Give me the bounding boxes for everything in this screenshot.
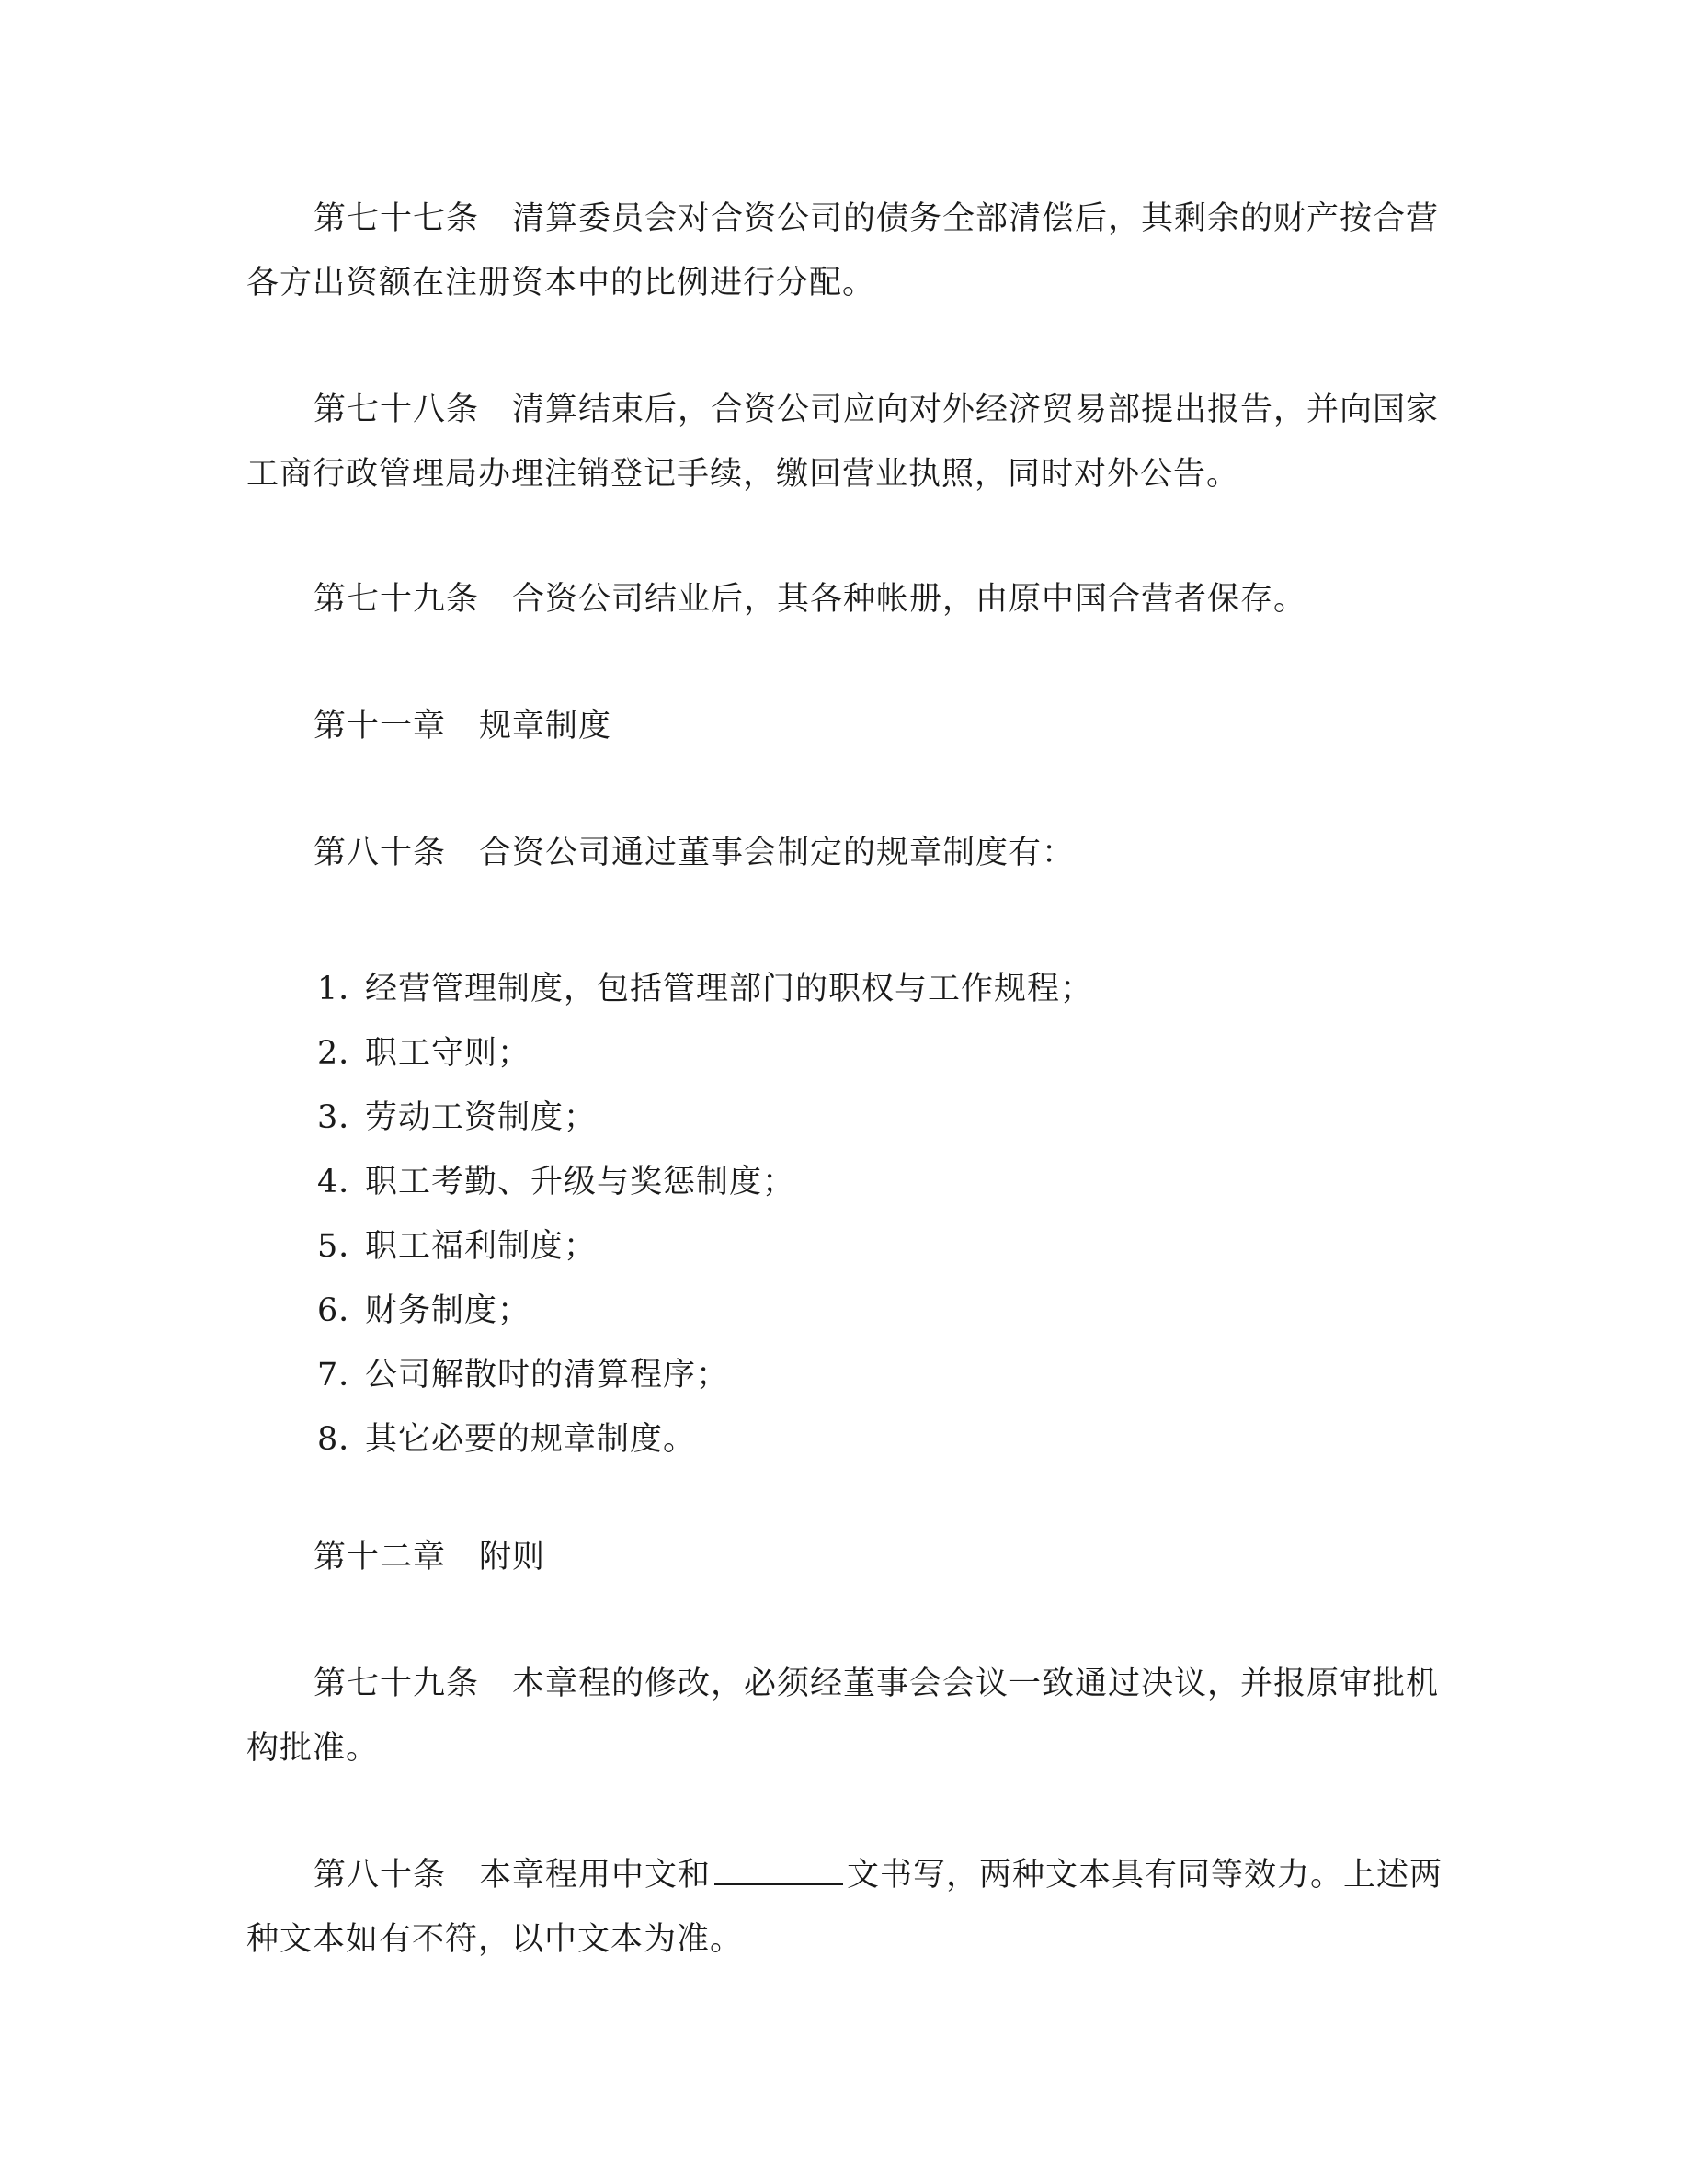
chapter-number: 第十二章: [314, 1539, 447, 1575]
chapter-title: 规章制度: [479, 708, 612, 745]
list-item: [317, 1407, 1093, 1472]
article-79-amendment: [246, 1652, 1442, 1780]
article-text: 合资公司结业后，其各种帐册，由原中国合营者保存。: [512, 581, 1307, 618]
article-heading: 第八十条: [314, 835, 447, 871]
list-text: 劳动工资制度；: [365, 1099, 598, 1136]
list-text: 职工考勤、升级与奖惩制度；: [365, 1164, 796, 1200]
article-80: [246, 821, 1442, 885]
rules-list: [317, 957, 1093, 1472]
article-heading: 第七十九条: [314, 1666, 480, 1702]
list-item: [317, 1150, 1093, 1214]
chapter-12-heading: [246, 1525, 1442, 1589]
article-text: 合资公司通过董事会制定的规章制度有：: [479, 835, 1076, 871]
list-item: [317, 1279, 1093, 1343]
article-text: 清算结束后，合资公司应向对外经济贸易部提出报告，并向国家: [512, 392, 1440, 428]
list-item: [317, 1021, 1093, 1086]
chapter-number: 第十一章: [314, 708, 447, 745]
list-item: [317, 1086, 1093, 1150]
article-heading: 第八十条: [314, 1857, 447, 1894]
article-text: 种文本如有不符，以中文本为准。: [246, 1921, 744, 1958]
article-heading: 第七十九条: [314, 581, 480, 618]
list-item: [317, 1214, 1093, 1279]
article-80-languages: [246, 1843, 1442, 1972]
list-item: [317, 1343, 1093, 1407]
list-text: 职工守则；: [365, 1035, 531, 1072]
list-number: 3．: [317, 1099, 372, 1136]
article-heading: 第七十八条: [314, 392, 480, 428]
list-number: 7．: [317, 1357, 372, 1393]
chapter-11-heading: [246, 694, 1442, 758]
list-text: 财务制度；: [365, 1292, 531, 1329]
article-text: 构批准。: [246, 1730, 380, 1767]
article-77: [246, 187, 1442, 315]
list-number: 4．: [317, 1164, 372, 1200]
list-number: 2．: [317, 1035, 372, 1072]
fill-in-blank: [714, 1856, 843, 1885]
article-text: 本章程的修改，必须经董事会会议一致通过决议，并报原审批机: [512, 1666, 1440, 1702]
article-text: 本章程用中文和: [479, 1857, 712, 1894]
chapter-title: 附则: [479, 1539, 546, 1575]
article-text: 清算委员会对合资公司的债务全部清偿后，其剩余的财产按合营: [512, 200, 1440, 237]
list-number: 8．: [317, 1421, 372, 1458]
list-text: 经营管理制度，包括管理部门的职权与工作规程；: [365, 971, 1094, 1007]
article-text: 工商行政管理局办理注销登记手续，缴回营业执照，同时对外公告。: [246, 456, 1240, 493]
article-79: [246, 567, 1442, 631]
article-text: 文书写，两种文本具有同等效力。上述两: [847, 1857, 1443, 1894]
article-heading: 第七十七条: [314, 200, 480, 237]
list-number: 6．: [317, 1292, 372, 1329]
list-number: 1．: [317, 971, 372, 1007]
article-text: 各方出资额在注册资本中的比例进行分配。: [246, 265, 876, 301]
list-text: 其它必要的规章制度。: [365, 1421, 697, 1458]
list-text: 职工福利制度；: [365, 1228, 598, 1265]
article-78: [246, 378, 1442, 506]
list-number: 5．: [317, 1228, 372, 1265]
list-item: [317, 957, 1093, 1021]
list-text: 公司解散时的清算程序；: [365, 1357, 730, 1393]
